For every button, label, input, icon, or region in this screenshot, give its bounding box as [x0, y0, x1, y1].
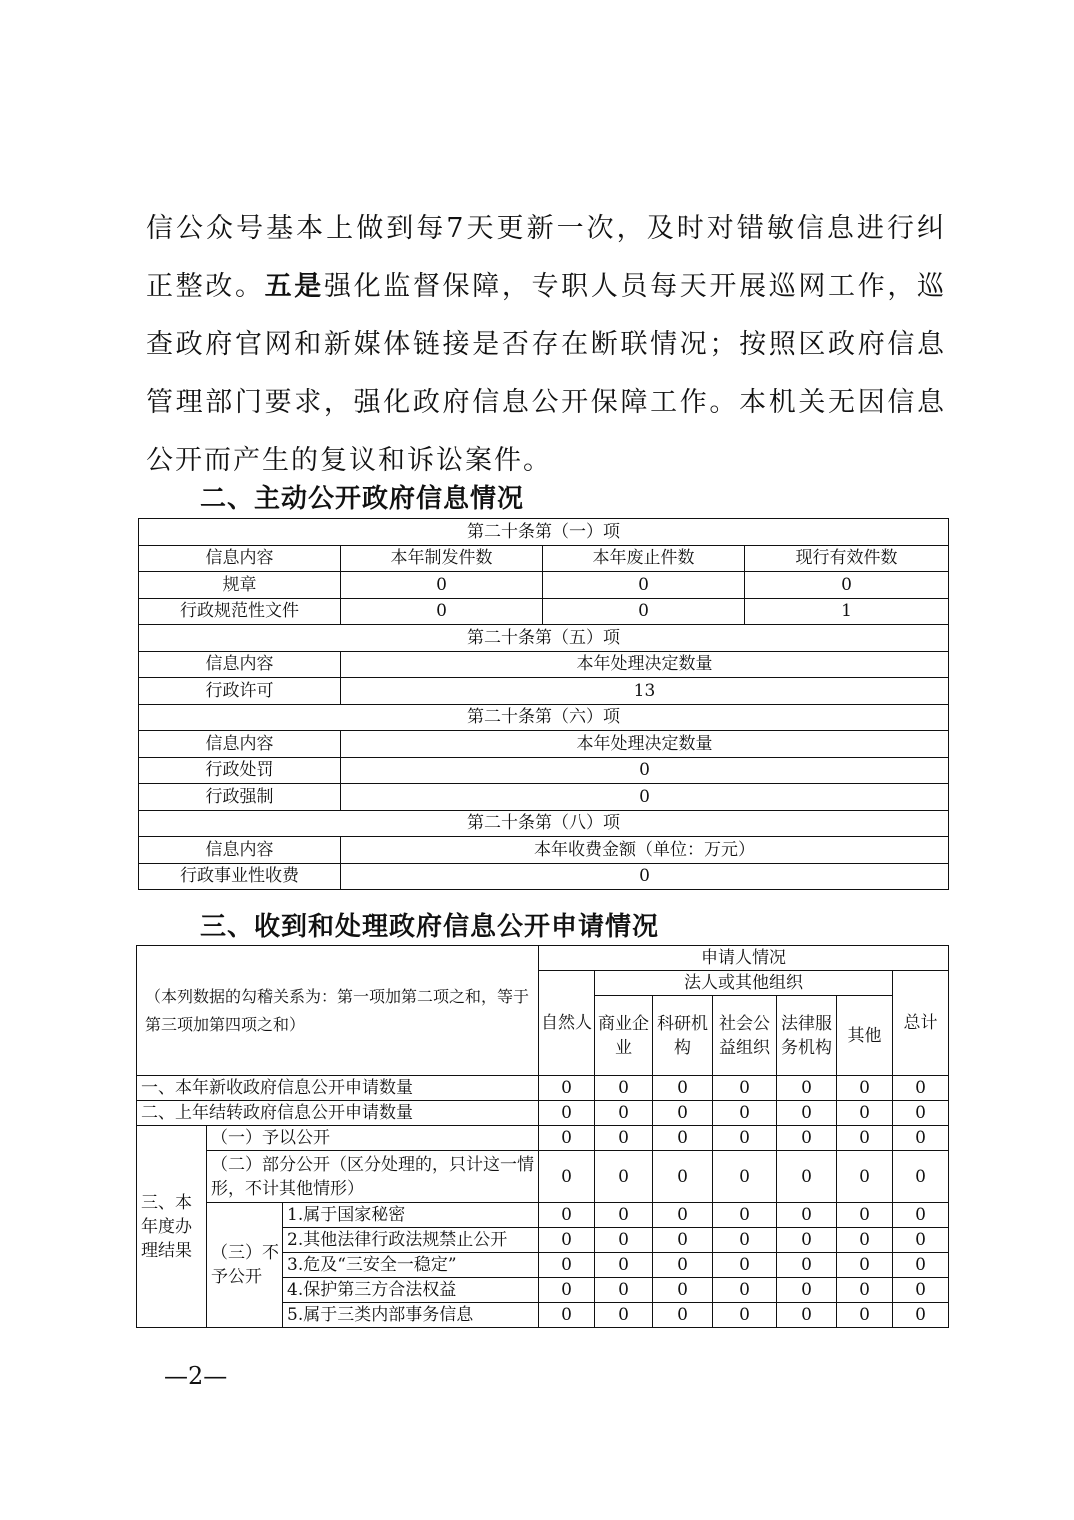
cell-value: 0	[893, 1126, 949, 1151]
legal-entity-header: 法人或其他组织	[595, 971, 893, 996]
row-label: 规章	[139, 572, 341, 599]
column-header: 本年收费金额（单位：万元）	[341, 837, 949, 864]
page-number: —2—	[164, 1362, 228, 1390]
applicant-header: 申请人情况	[539, 946, 949, 971]
table-row	[139, 598, 949, 625]
cell-value: 0	[653, 1076, 713, 1101]
cell-value: 0	[595, 1253, 653, 1278]
cell-value: 0	[543, 598, 745, 625]
cell-value: 0	[713, 1076, 777, 1101]
total-header: 总计	[893, 971, 949, 1076]
row-label: 3.危及“三安全一稳定”	[283, 1253, 539, 1278]
cell-value: 0	[745, 572, 949, 599]
cell-value: 0	[341, 863, 949, 890]
row-label: 一、本年新收政府信息公开申请数量	[137, 1076, 539, 1101]
cell-value: 0	[539, 1101, 595, 1126]
cell-value: 0	[341, 757, 949, 784]
cell-value: 0	[837, 1303, 893, 1328]
cell-value: 0	[595, 1203, 653, 1228]
cell-value: 0	[777, 1228, 837, 1253]
cell-value: 0	[595, 1151, 653, 1203]
table-row	[139, 572, 949, 599]
column-header: 法律服务机构	[777, 996, 837, 1076]
cell-value: 0	[653, 1228, 713, 1253]
column-header: 本年处理决定数量	[341, 651, 949, 678]
section-title: 第二十条第（六）项	[139, 704, 949, 731]
table-row	[137, 1126, 949, 1151]
paragraph-bold: 五是	[264, 271, 324, 302]
cell-value: 0	[653, 1303, 713, 1328]
cell-value: 0	[539, 1278, 595, 1303]
table-row	[137, 1101, 949, 1126]
cell-value: 0	[341, 598, 543, 625]
cell-value: 0	[595, 1278, 653, 1303]
column-header: 社会公益组织	[713, 996, 777, 1076]
cell-value: 0	[837, 1101, 893, 1126]
column-header: 信息内容	[139, 651, 341, 678]
cell-value: 0	[837, 1126, 893, 1151]
cell-value: 0	[539, 1151, 595, 1203]
column-header: 其他	[837, 996, 893, 1076]
paragraph-part2: 强化监督保障，专职人员每天开展巡网工作，巡查政府官网和新媒体链接是否存在断联情况；按照区政府信息管理部门要求，强化政府信息公开保障工作。本机关无因信息公开而产生的复议和诉讼案件。	[146, 271, 947, 476]
paragraph-part1: 信公众号基本上做到每7天更新一次，及时对错敏信息进行纠正整改。	[146, 213, 946, 302]
cell-value: 0	[777, 1076, 837, 1101]
cell-value: 0	[777, 1203, 837, 1228]
subgroup-label: （三）不予公开	[207, 1203, 283, 1328]
row-label: 二、上年结转政府信息公开申请数量	[137, 1101, 539, 1126]
cell-value: 0	[653, 1126, 713, 1151]
row-label: 5.属于三类内部事务信息	[283, 1303, 539, 1328]
row-label: 行政规范性文件	[139, 598, 341, 625]
cell-value: 0	[595, 1228, 653, 1253]
cell-value: 0	[893, 1101, 949, 1126]
cell-value: 0	[539, 1303, 595, 1328]
table-note: （本列数据的勾稽关系为：第一项加第二项之和，等于第三项加第四项之和）	[137, 946, 539, 1076]
row-label: 行政许可	[139, 678, 341, 705]
cell-value: 0	[539, 1253, 595, 1278]
cell-value: 0	[713, 1228, 777, 1253]
cell-value: 0	[341, 572, 543, 599]
cell-value: 0	[777, 1126, 837, 1151]
cell-value: 0	[713, 1253, 777, 1278]
cell-value: 0	[539, 1126, 595, 1151]
cell-value: 0	[713, 1203, 777, 1228]
row-label: 2.其他法律行政法规禁止公开	[283, 1228, 539, 1253]
row-label: 行政事业性收费	[139, 863, 341, 890]
cell-value: 0	[653, 1253, 713, 1278]
section-title: 第二十条第（一）项	[139, 519, 949, 546]
row-label: （二）部分公开（区分处理的，只计这一情形，不计其他情形）	[207, 1151, 539, 1203]
column-header: 科研机构	[653, 996, 713, 1076]
cell-value: 0	[777, 1253, 837, 1278]
cell-value: 0	[837, 1228, 893, 1253]
cell-value: 0	[543, 572, 745, 599]
cell-value: 0	[653, 1101, 713, 1126]
cell-value: 0	[777, 1101, 837, 1126]
column-header: 本年制发件数	[341, 545, 543, 572]
cell-value: 0	[595, 1303, 653, 1328]
cell-value: 0	[837, 1203, 893, 1228]
cell-value: 0	[777, 1303, 837, 1328]
cell-value: 0	[539, 1203, 595, 1228]
row-label: 行政强制	[139, 784, 341, 811]
column-header: 信息内容	[139, 731, 341, 758]
column-header: 本年废止件数	[543, 545, 745, 572]
cell-value: 0	[539, 1076, 595, 1101]
cell-value: 0	[713, 1278, 777, 1303]
cell-value: 0	[713, 1303, 777, 1328]
row-label: 1.属于国家秘密	[283, 1203, 539, 1228]
cell-value: 0	[713, 1101, 777, 1126]
table-row	[139, 784, 949, 811]
cell-value: 0	[837, 1151, 893, 1203]
table-row	[139, 757, 949, 784]
cell-value: 0	[893, 1253, 949, 1278]
section-title: 第二十条第（五）项	[139, 625, 949, 652]
cell-value: 0	[653, 1151, 713, 1203]
row-label: （一）予以公开	[207, 1126, 539, 1151]
column-header: 信息内容	[139, 837, 341, 864]
table-row	[139, 863, 949, 890]
table-row	[137, 1203, 949, 1228]
row-label: 行政处罚	[139, 757, 341, 784]
section3-title: 三、收到和处理政府信息公开申请情况	[200, 912, 660, 942]
cell-value: 0	[837, 1253, 893, 1278]
table-row	[137, 1151, 949, 1203]
cell-value: 0	[893, 1303, 949, 1328]
row-label: 4.保护第三方合法权益	[283, 1278, 539, 1303]
cell-value: 0	[341, 784, 949, 811]
cell-value: 0	[893, 1278, 949, 1303]
cell-value: 13	[341, 678, 949, 705]
cell-value: 0	[539, 1228, 595, 1253]
section-title: 第二十条第（八）项	[139, 810, 949, 837]
cell-value: 0	[893, 1203, 949, 1228]
body-paragraph	[146, 200, 946, 490]
cell-value: 0	[777, 1151, 837, 1203]
cell-value: 0	[653, 1203, 713, 1228]
cell-value: 0	[653, 1278, 713, 1303]
cell-value: 0	[893, 1076, 949, 1101]
cell-value: 0	[595, 1126, 653, 1151]
cell-value: 0	[595, 1076, 653, 1101]
table-row	[139, 678, 949, 705]
table-row	[137, 1076, 949, 1101]
cell-value: 0	[837, 1278, 893, 1303]
column-header: 本年处理决定数量	[341, 731, 949, 758]
cell-value: 1	[745, 598, 949, 625]
application-handling-table	[136, 945, 949, 1328]
cell-value: 0	[893, 1151, 949, 1203]
proactive-disclosure-table	[138, 518, 949, 890]
cell-value: 0	[893, 1228, 949, 1253]
column-header: 商业企业	[595, 996, 653, 1076]
cell-value: 0	[595, 1101, 653, 1126]
natural-person-header: 自然人	[539, 971, 595, 1076]
column-header: 现行有效件数	[745, 545, 949, 572]
cell-value: 0	[837, 1076, 893, 1101]
cell-value: 0	[777, 1278, 837, 1303]
cell-value: 0	[713, 1126, 777, 1151]
cell-value: 0	[713, 1151, 777, 1203]
column-header: 信息内容	[139, 545, 341, 572]
group-label: 三、本年度办理结果	[137, 1126, 207, 1328]
section2-title: 二、主动公开政府信息情况	[200, 484, 525, 514]
